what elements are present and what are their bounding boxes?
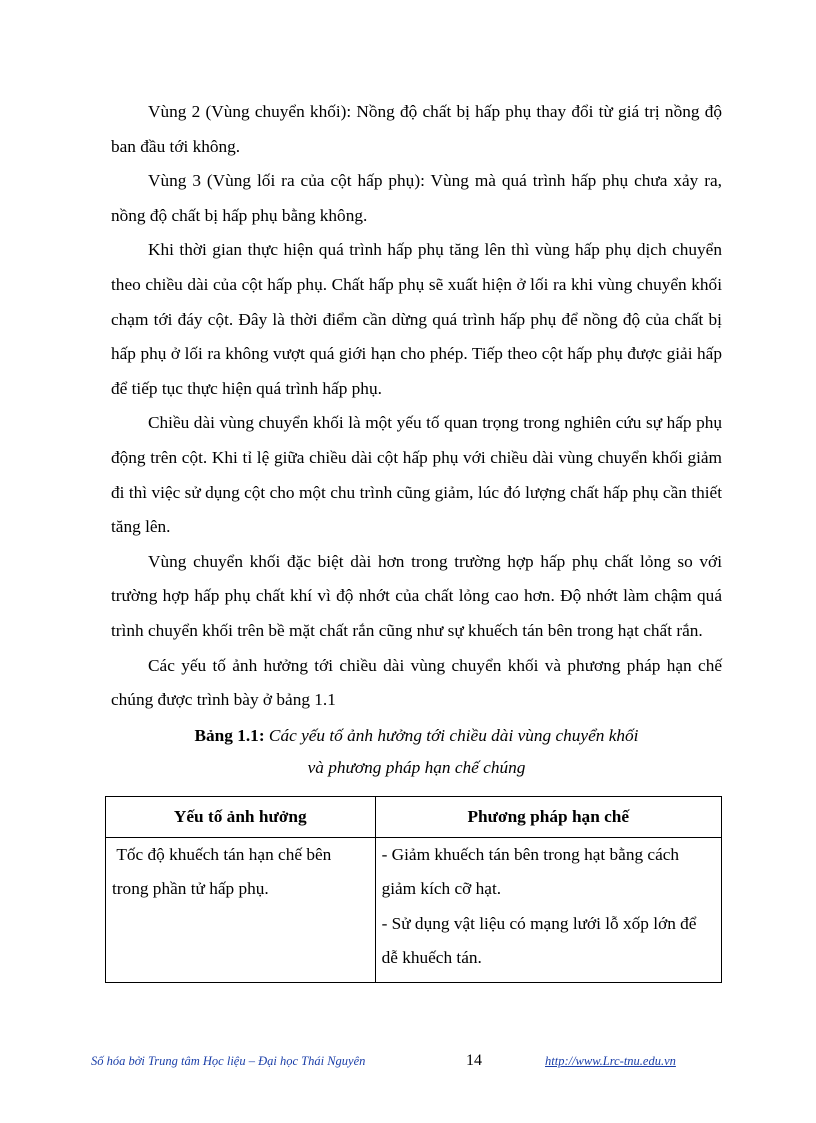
page-number: 14	[466, 1052, 482, 1069]
footer-link[interactable]: http://www.Lrc-tnu.edu.vn	[545, 1054, 676, 1068]
header-factor: Yếu tố ảnh hưởng	[106, 796, 376, 837]
paragraph-zone-length: Chiều dài vùng chuyển khối là một yếu tố quan trọng trong nghiên cứu sự hấp phụ động trên cột. Khi tỉ lệ giữa chiều dài cột hấp phụ với chiều dài vùng chuyển khối giảm đi thì việc sử dụng cột cho một chu trình cũng giảm, lúc đó lượng chất hấp phụ cần thiết tăng lên.	[111, 413, 722, 537]
page-footer	[0, 1054, 816, 1074]
table-caption-line1: Các yếu tố ảnh hưởng tới chiều dài vùng chuyển khối	[268, 725, 639, 745]
paragraph-liquid-vs-gas: Vùng chuyển khối đặc biệt dài hơn trong trường hợp hấp phụ chất lỏng so với trường hợp hấp phụ chất khí vì độ nhớt của chất lỏng cao hơn. Độ nhớt làm chậm quá trình chuyển khối trên bề mặt chất rắn cũng như sự khuếch tán bên trong hạt chất rắn.	[111, 551, 722, 640]
document-body	[111, 95, 722, 983]
table-caption-line2: và phương pháp hạn chế chúng	[307, 757, 526, 777]
cell-method-2: - Sử dụng vật liệu có mạng lưới lỗ xốp lớn để dễ khuếch tán.	[381, 913, 697, 968]
paragraph-zone-shift: Khi thời gian thực hiện quá trình hấp phụ tăng lên thì vùng hấp phụ dịch chuyển theo chiều dài của cột hấp phụ. Chất hấp phụ sẽ xuất hiện ở lối ra khi vùng chuyển khối chạm tới đáy cột. Đây là thời điểm cần dừng quá trình hấp phụ để nồng độ của chất bị hấp phụ ở lối ra không vượt quá giới hạn cho phép. Tiếp theo cột hấp phụ được giải hấp để tiếp tục thực hiện quá trình hấp phụ.	[111, 240, 722, 398]
cell-factor	[106, 837, 376, 982]
footer-credit: Số hóa bởi Trung tâm Học liệu – Đại học Thái Nguyên	[91, 1054, 366, 1068]
factors-table	[105, 796, 722, 983]
cell-method-1: - Giảm khuếch tán bên trong hạt bằng cách giảm kích cỡ hạt.	[381, 844, 680, 899]
table-header-row	[106, 796, 722, 837]
table-caption-label: Bảng 1.1:	[194, 725, 265, 745]
paragraph-table-intro: Các yếu tố ảnh hưởng tới chiều dài vùng chuyển khối và phương pháp hạn chế chúng được trình bày ở bảng 1.1	[111, 655, 722, 710]
paragraph-zone-2: Vùng 2 (Vùng chuyển khối): Nồng độ chất bị hấp phụ thay đổi từ giá trị nồng độ ban đầu tới không.	[111, 102, 722, 156]
cell-methods	[375, 837, 721, 982]
cell-factor-text: Tốc độ khuếch tán hạn chế bên trong phần tử hấp phụ.	[112, 844, 336, 899]
table-caption	[111, 720, 722, 784]
table-row	[106, 837, 722, 982]
header-method: Phương pháp hạn chế	[375, 796, 721, 837]
paragraph-zone-3: Vùng 3 (Vùng lối ra của cột hấp phụ): Vùng mà quá trình hấp phụ chưa xảy ra, nồng độ chất bị hấp phụ bằng không.	[111, 171, 722, 225]
